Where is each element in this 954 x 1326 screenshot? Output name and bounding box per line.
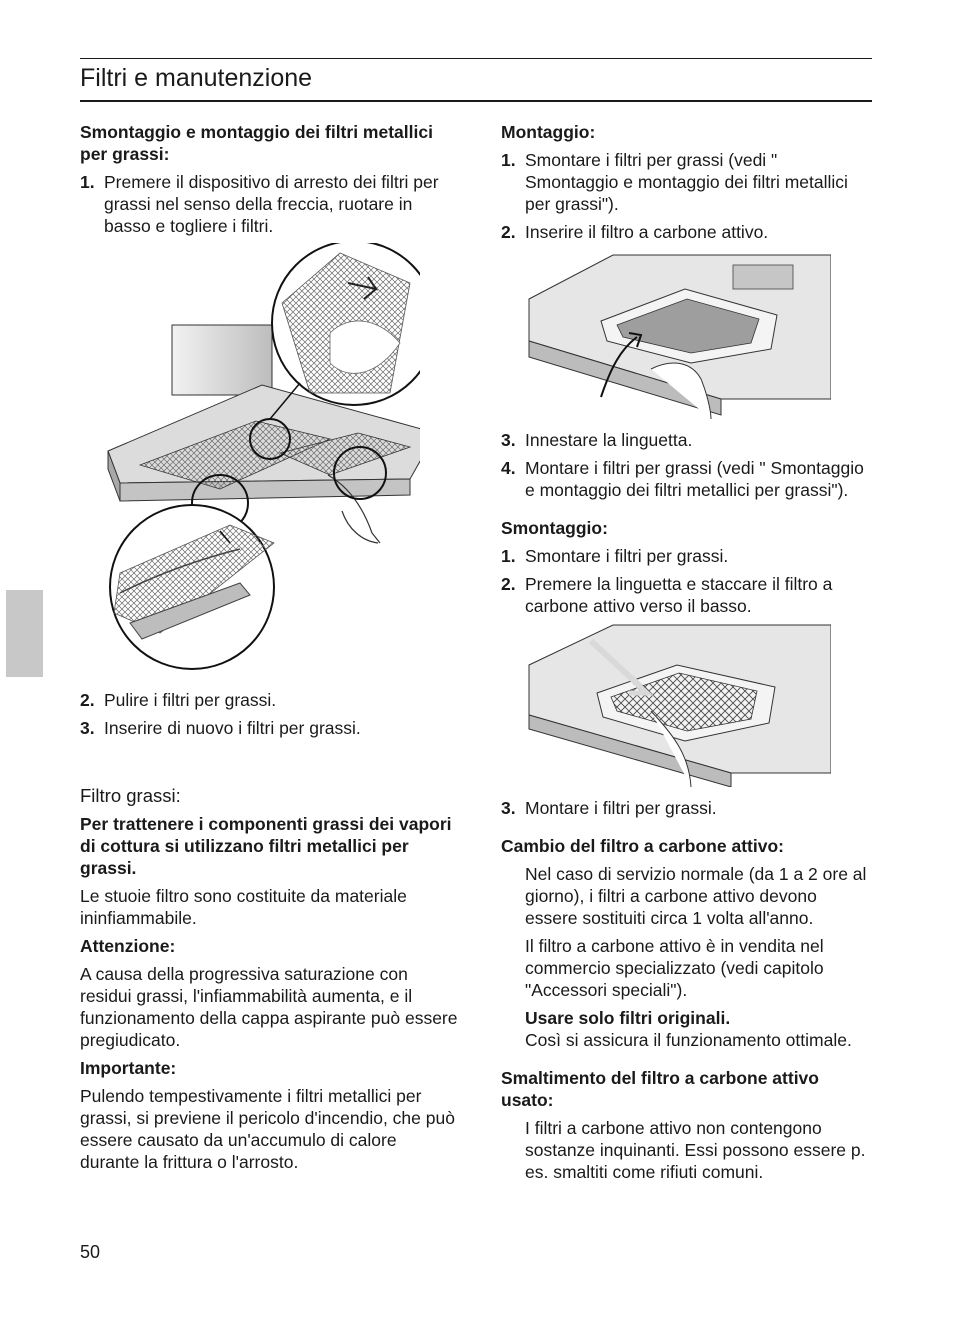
list-item	[501, 797, 873, 819]
step-text: Smontare i filtri per grassi.	[525, 546, 729, 566]
steps-list-b	[80, 689, 460, 739]
step-number: 4.	[501, 458, 516, 478]
header-rule-bottom	[80, 100, 872, 102]
step-text: Smontare i filtri per grassi (vedi " Smontaggio e montaggio dei filtri metallici per grassi").	[525, 150, 848, 214]
change-note-text: Così si assicura il funzionamento ottimale.	[525, 1030, 852, 1050]
step-number: 2.	[80, 690, 95, 710]
removal-steps-b	[501, 797, 873, 819]
list-item	[80, 717, 460, 739]
hood-filter-illustration	[80, 243, 420, 679]
step-text: Premere il dispositivo di arresto dei filtri per grassi nel senso della freccia, ruotare in basso e togliere i filtri.	[104, 172, 439, 236]
grease-filter-title: Filtro grassi:	[80, 785, 181, 806]
carbon-filter-insert-illustration	[501, 249, 831, 419]
page-number: 50	[80, 1242, 101, 1262]
list-item	[501, 457, 873, 501]
removal-steps-a	[501, 545, 873, 617]
change-text-1: Nel caso di servizio normale (da 1 a 2 ore al giorno), i filtri a carbone attivo devono essere sostituiti circa 1 volta all'anno.	[525, 864, 867, 928]
list-item	[501, 429, 873, 451]
page-title: Filtri e manutenzione	[80, 64, 313, 92]
step-number: 2.	[501, 574, 516, 594]
change-heading: Cambio del filtro a carbone attivo:	[501, 836, 784, 856]
important-label: Importante:	[80, 1058, 177, 1078]
change-note-bold: Usare solo filtri originali.	[525, 1008, 731, 1028]
right-column	[501, 121, 873, 1189]
step-number: 2.	[501, 222, 516, 242]
step-number: 1.	[80, 172, 95, 192]
step-text: Premere la linguetta e staccare il filtro a carbone attivo verso il basso.	[525, 574, 833, 616]
step-text: Montare i filtri per grassi (vedi " Smontaggio e montaggio dei filtri metallici per grassi").	[525, 458, 864, 500]
list-item	[501, 149, 873, 215]
step-text: Inserire il filtro a carbone attivo.	[525, 222, 769, 242]
assembly-heading: Montaggio:	[501, 122, 596, 142]
disposal-heading: Smaltimento del filtro a carbone attivo usato:	[501, 1068, 819, 1110]
left-column	[80, 121, 460, 1179]
step-number: 3.	[501, 430, 516, 450]
step-number: 3.	[501, 798, 516, 818]
attention-text: A causa della progressiva saturazione con residui grassi, l'infiammabilità aumenta, e il funzionamento della cappa aspirante può essere pregiudicato.	[80, 964, 458, 1050]
step-number: 1.	[501, 546, 516, 566]
important-text: Pulendo tempestivamente i filtri metallici per grassi, si previene il pericolo d'incendio, che può essere causato da un'accumulo di calore durante la frittura o l'arrosto.	[80, 1086, 455, 1172]
step-text: Inserire di nuovo i filtri per grassi.	[104, 718, 361, 738]
list-item	[501, 573, 873, 617]
assembly-steps-a	[501, 149, 873, 243]
list-item	[501, 221, 873, 243]
list-item	[80, 171, 460, 237]
disposal-text: I filtri a carbone attivo non contengono sostanze inquinanti. Essi possono essere p. es. smaltiti come rifiuti comuni.	[525, 1118, 866, 1182]
assembly-steps-b	[501, 429, 873, 501]
list-item	[501, 545, 873, 567]
attention-label: Attenzione:	[80, 936, 176, 956]
chapter-tab	[6, 590, 43, 677]
step-text: Innestare la linguetta.	[525, 430, 693, 450]
disassembly-heading: Smontaggio e montaggio dei filtri metallici per grassi:	[80, 122, 433, 164]
removal-heading: Smontaggio:	[501, 518, 608, 538]
header-rule-top	[80, 58, 872, 59]
carbon-filter-removal-illustration	[501, 623, 831, 787]
grease-filter-intro: Per trattenere i componenti grassi dei vapori di cottura si utilizzano filtri metallici per grassi.	[80, 814, 452, 878]
steps-list-a	[80, 171, 460, 237]
step-text: Pulire i filtri per grassi.	[104, 690, 277, 710]
step-number: 3.	[80, 718, 95, 738]
list-item	[80, 689, 460, 711]
grease-filter-text: Le stuoie filtro sono costituite da materiale ininfiammabile.	[80, 886, 407, 928]
step-text: Montare i filtri per grassi.	[525, 798, 717, 818]
step-number: 1.	[501, 150, 516, 170]
change-text-2: Il filtro a carbone attivo è in vendita nel commercio specializzato (vedi capitolo "Accessori speciali").	[525, 936, 824, 1000]
